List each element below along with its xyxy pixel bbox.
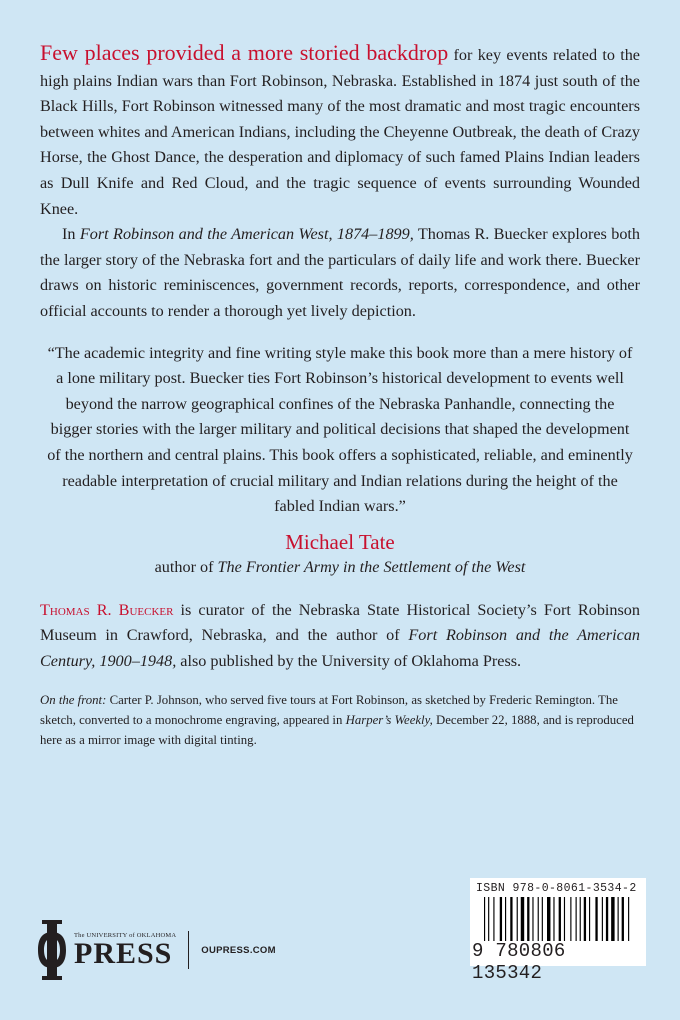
endorser-book-title: The Frontier Army in the Settlement of the West [217,557,526,576]
isbn-number: ISBN 978-0-8061-3534-2 [476,882,637,895]
publisher-wordmark [74,932,176,969]
author-other-book: Fort Robinson and the American Century, 1900–1948, [40,626,641,670]
endorser-credential [40,556,640,578]
endorsement-quote: “The academic integrity and fine writing style make this book more than a mere history of a lone military post. Buecker ties Fort Robinson’s historical development to events well beyond the narrow geographical confines of the Nebraska Panhandle, connecting the bigger stories with the larger military and political decisions that shaped the development of the northern and central plains. This book offers a sophisticated, reliable, and eminently readable interpretation of crucial military and Indian relations during the height of the fabled Indian wars.” [47,343,633,516]
blurb-paragraph-2 [40,222,640,324]
barcode-icon [484,897,634,941]
magazine-title: Harper’s Weekly, [345,713,433,728]
ou-monogram-icon [36,920,68,980]
lead-phrase: Few places provided a more storied backdrop [40,40,449,65]
endorser-name: Michael Tate [285,529,395,554]
publisher-name: PRESS [74,936,173,970]
blurb-paragraph-1 [40,40,640,222]
back-cover-content [40,40,640,750]
blurb-p2-in: In [62,225,76,244]
cover-credit-text-2: December 22, 1888, and is reproduced here as a mirror image with digital tinting. [40,713,634,748]
author-bio [40,598,640,675]
blurb-p1-text: for key events related to the high plains Indian wars than Fort Robinson, Nebraska. Established in 1874 just south of the Black Hills, Fort Robinson witnessed many of the most dramatic and most tragic encounters between whites and American Indians, including the Cheyenne Outbreak, the death of Crazy Horse, the Ghost Dance, the desperation and diplomacy of such famed Plains Indian leaders as Dull Knife and Red Cloud, and the tragic sequence of events surrounding Wounded Knee. [40,46,640,218]
book-title: Fort Robinson and the American West, 1874–1899, [79,225,414,244]
author-bio-text-1: is curator of the Nebraska State Historical Society’s Fort Robinson Museum in Crawford, Nebraska, and the author of [40,600,640,645]
author-name: Thomas R. Buecker [40,600,174,619]
logo-divider [188,931,189,969]
publisher-logo [36,920,276,980]
publisher-website: OUPRESS.COM [201,944,276,956]
barcode-digits: 9 780806 135342 [472,940,566,984]
cover-credit-note [40,690,640,750]
blurb-p2-text: Thomas R. Buecker explores both the larger story of the Nebraska fort and the particulars of daily life and work there. Buecker draws on historic reminiscences, government records, reports, correspondence, and other official accounts to render a thorough yet lively depiction. [40,225,641,320]
publisher-small-line: The UNIVERSITY of OKLAHOMA [74,931,177,939]
isbn-barcode-box [470,878,646,984]
cover-credit-text-1: Carter P. Johnson, who served five tours at Fort Robinson, as sketched by Frederic Remington. The sketch, converted to a monochrome engraving, appeared in [40,693,618,728]
on-the-front-label: On the front: [40,693,107,708]
author-of-label: author of [154,557,214,576]
author-bio-text-2: also published by the University of Oklahoma Press. [180,651,522,670]
